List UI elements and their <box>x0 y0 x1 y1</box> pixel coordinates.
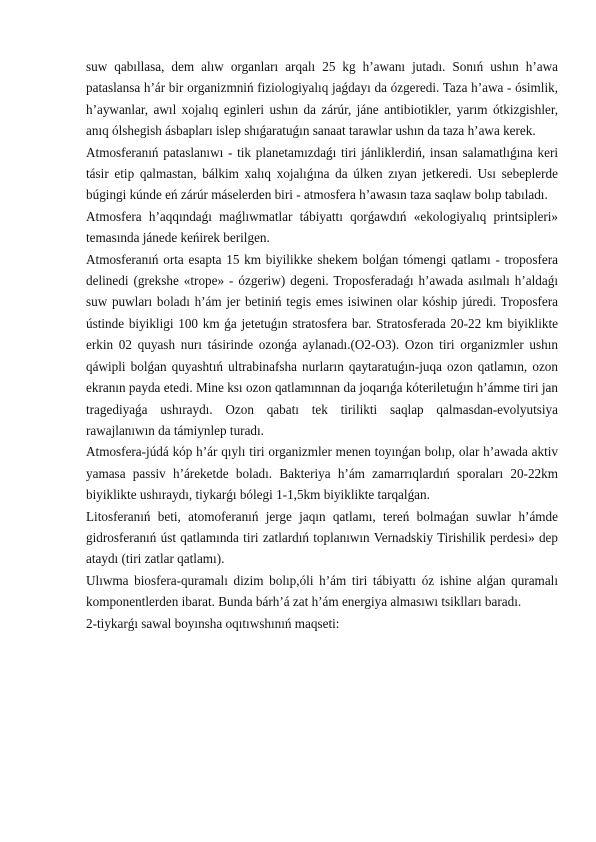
paragraph-clean-air-needs: suw qabıllasa, dem alıw organları arqalı 25 kg h’awanı jutadı. Sonıń ushın h’awa pataslansa h’ár bir organizmniń fiziologiyalıq jaǵdayı da ózgeredi. Taza h’awa - ósimlik, h’aywanlar, awıl xojalıq eginleri ushın da zárúr, jáne antibiotikler, yarım ótkizgishler, anıq ólshegish ásbapları islep shıǵaratuǵın sanaat tarawlar ushın da taza h’awa kerek. <box>86 59 558 139</box>
paragraph-airborne-organisms: Atmosfera-júdá kóp h’ár qıylı tiri organizmler menen toyınǵan bolıp, olar h’awada aktiv yamasa passiv h’áreketde boladı. Bakteriya h’ám zamarrıqlardıń sporaları 20-22km biyiklikte ushıraydı, tiykarǵı bólegi 1-1,5km biyiklikte tarqalǵan. <box>86 444 558 503</box>
paragraph-vernadsky-life-layer: Litosferanıń beti, atomoferanıń jerge jaqın qatlamı, tereń bolmaǵan suwlar h’ámde gidrosferanıń úst qatlamında tiri zatlardıń toplanıwın Vernadskiy Tirishilik perdesi» dep ataydı (tiri zatlar qatlamı). <box>86 508 558 567</box>
document-page <box>86 56 558 634</box>
paragraph-ecological-principles: Atmosfera h’aqqındaǵı maǵlıwmatlar tábiyattı qorǵawdıń «ekologiyalıq printsipleri» temasında jánede keńirek berilgen. <box>86 208 558 246</box>
paragraph-biosphere-system: Ulıwma biosfera-quramalı dizim bolıp,óli h’ám tiri tábiyattı óz ishine alǵan quramalı komponentlerden ibarat. Bunda bárh’á zat h’ám energiya almasıwı tsiklları baradı. <box>86 572 558 610</box>
paragraph-teacher-goal-heading: 2-tiykarǵı sawal boyınsha oqıtıwshınıń maqseti: <box>86 615 340 631</box>
paragraph-atmosphere-pollution: Atmosferanıń pataslanıwı - tik planetamızdaǵı tiri jánliklerdiń, insan salamatlıǵına keri tásir etip qalmastan, bálkim xalıq xojalıǵına da úlken zıyan jetkeredi. Usı sebeplerde búgingi kúnde eń zárúr máselerden biri - atmosfera h’awasın taza saqlaw bolıp tabıladı. <box>86 144 558 203</box>
paragraph-troposphere-stratosphere: Atmosferanıń orta esapta 15 km biyilikke shekem bolǵan tómengi qatlamı - troposfera delinedi (grekshe «trope» - ózgeriw) degeni. Troposferadaǵı h’awada asılmalı h’aldaǵı suw puwları boladı h’ám jer betiniń tegis emes isiwinen olar kóship júredi. Troposfera ústinde biyikligi 100 km ǵa jetetuǵın stratosfera bar. Stratosferada 20-22 km biyiklikte erkin 02 quyash nurı tásirinde ozonǵa aylanadı.(O2-O3). Ozon tiri organizmler ushın qáwipli bolǵan quyashtıń ultrabinafsha nurların qaytaratuǵın-juqa ozon qatlamın, ozon ekranın payda etedi. Mine ksı ozon qatlamınnan da joqarıǵa kóteriletuǵın h’ámme tiri jan tragediyaǵa ushıraydı. Ozon qabatı tek tirilikti saqlap qalmasdan-evolyutsiya rawajlanıwın da támiynlep turadı. <box>86 251 558 438</box>
